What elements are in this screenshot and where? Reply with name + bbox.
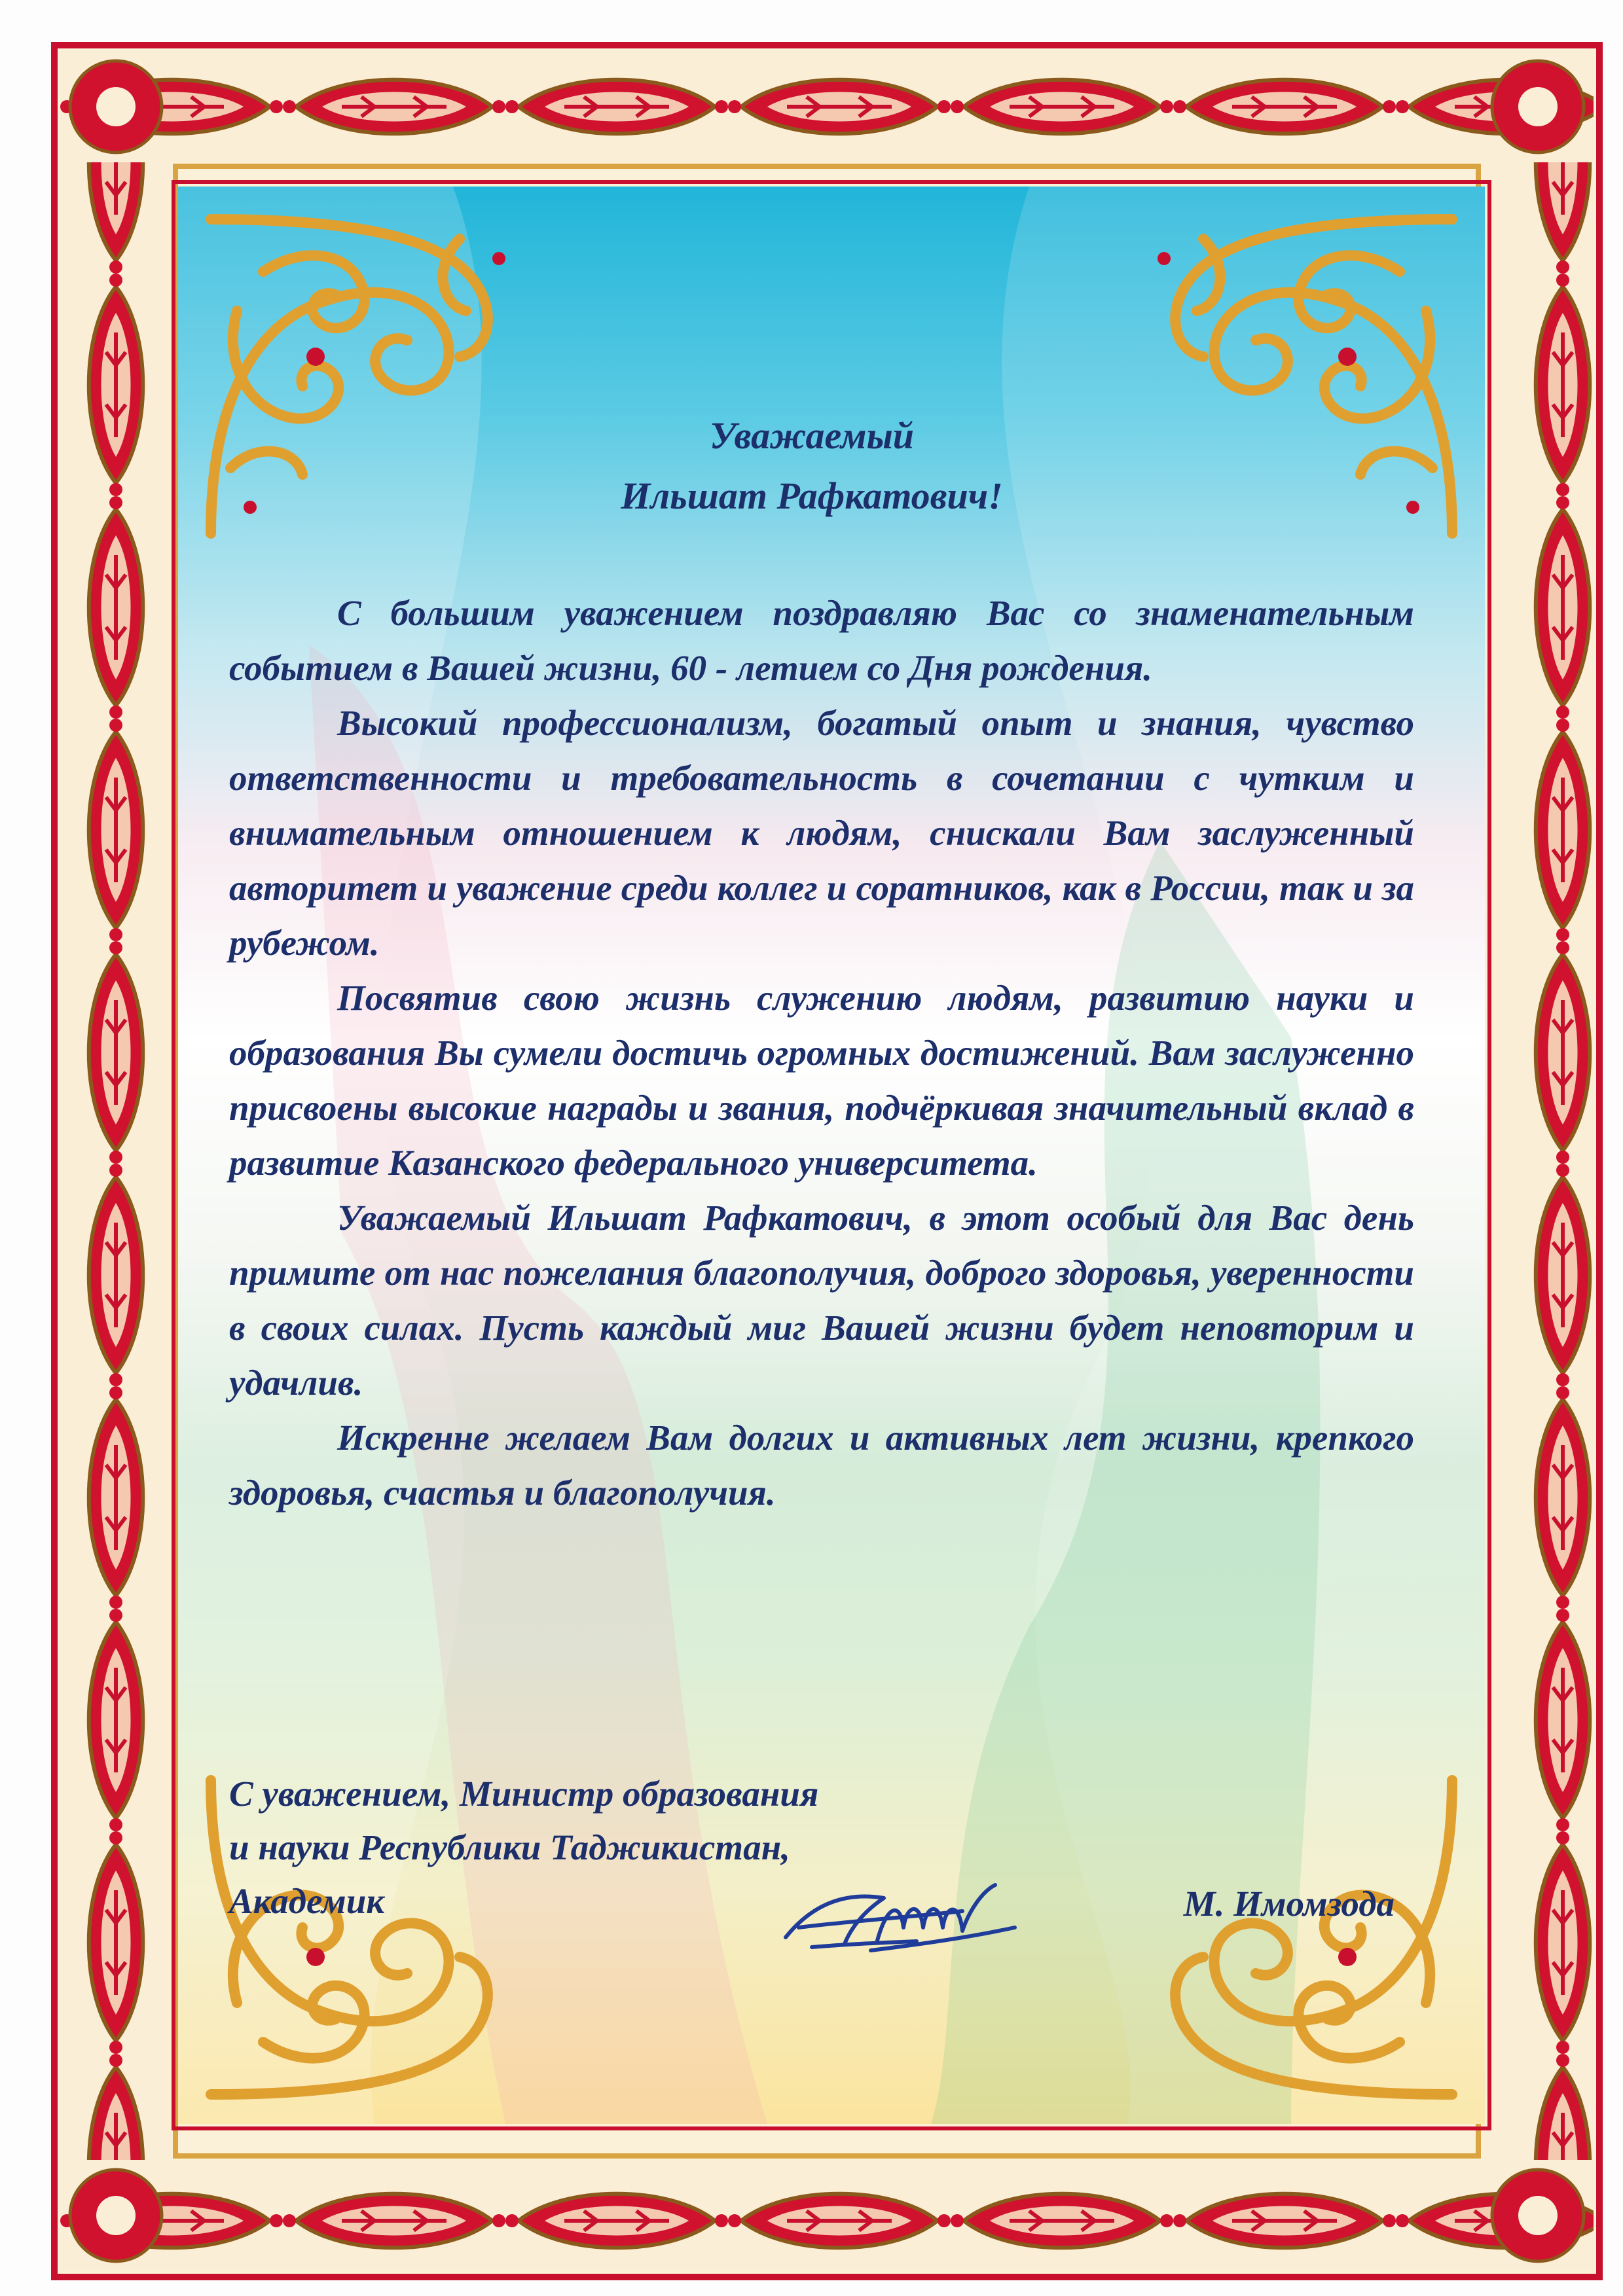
salutation — [458, 406, 1165, 526]
closing-line-3: Академик — [229, 1881, 385, 1921]
gold-scroll-ornament-icon — [1112, 193, 1478, 560]
paragraph: Уважаемый Ильшат Рафкатович, в этот особый для Вас день примите от нас пожелания благополучия, доброго здоровья, уверенности в своих силах. Пусть каждый миг Вашей жизни будет неповторим и удачлив. — [229, 1198, 1414, 1403]
handwritten-signature-icon — [773, 1865, 1034, 1964]
closing-line-1: С уважением, Министр образования — [229, 1774, 819, 1814]
gold-scroll-ornament-icon — [1112, 1754, 1478, 2121]
paragraph: С большим уважением поздравляю Вас со знаменательным событием в Вашей жизни, 60 - летием со Дня рождения. — [229, 593, 1414, 688]
salutation-line-2: Ильшат Рафкатович! — [621, 475, 1003, 517]
salutation-line-1: Уважаемый — [709, 414, 915, 457]
paragraph: Высокий профессионализм, богатый опыт и знания, чувство ответственности и требовательность в сочетании с чутким и внимательным отношением к людям, снискали Вам заслуженный авторитет и уважение среди коллег и соратников, как в России, так и за рубежом. — [229, 703, 1414, 963]
paragraph: Посвятив свою жизнь служению людям, развитию науки и образования Вы сумели достичь огромных достижений. Вам заслуженно присвоены высокие награды и звания, подчёркивая значительный вклад в развитие Казанского федерального университета. — [229, 978, 1414, 1183]
letter-body — [229, 586, 1414, 1520]
paragraph: Искренне желаем Вам долгих и активных лет жизни, крепкого здоровья, счастья и благополучия. — [229, 1418, 1414, 1513]
signer-name: М. Имомзода — [1183, 1884, 1395, 1924]
closing-line-2: и науки Республики Таджикистан, — [229, 1827, 790, 1867]
